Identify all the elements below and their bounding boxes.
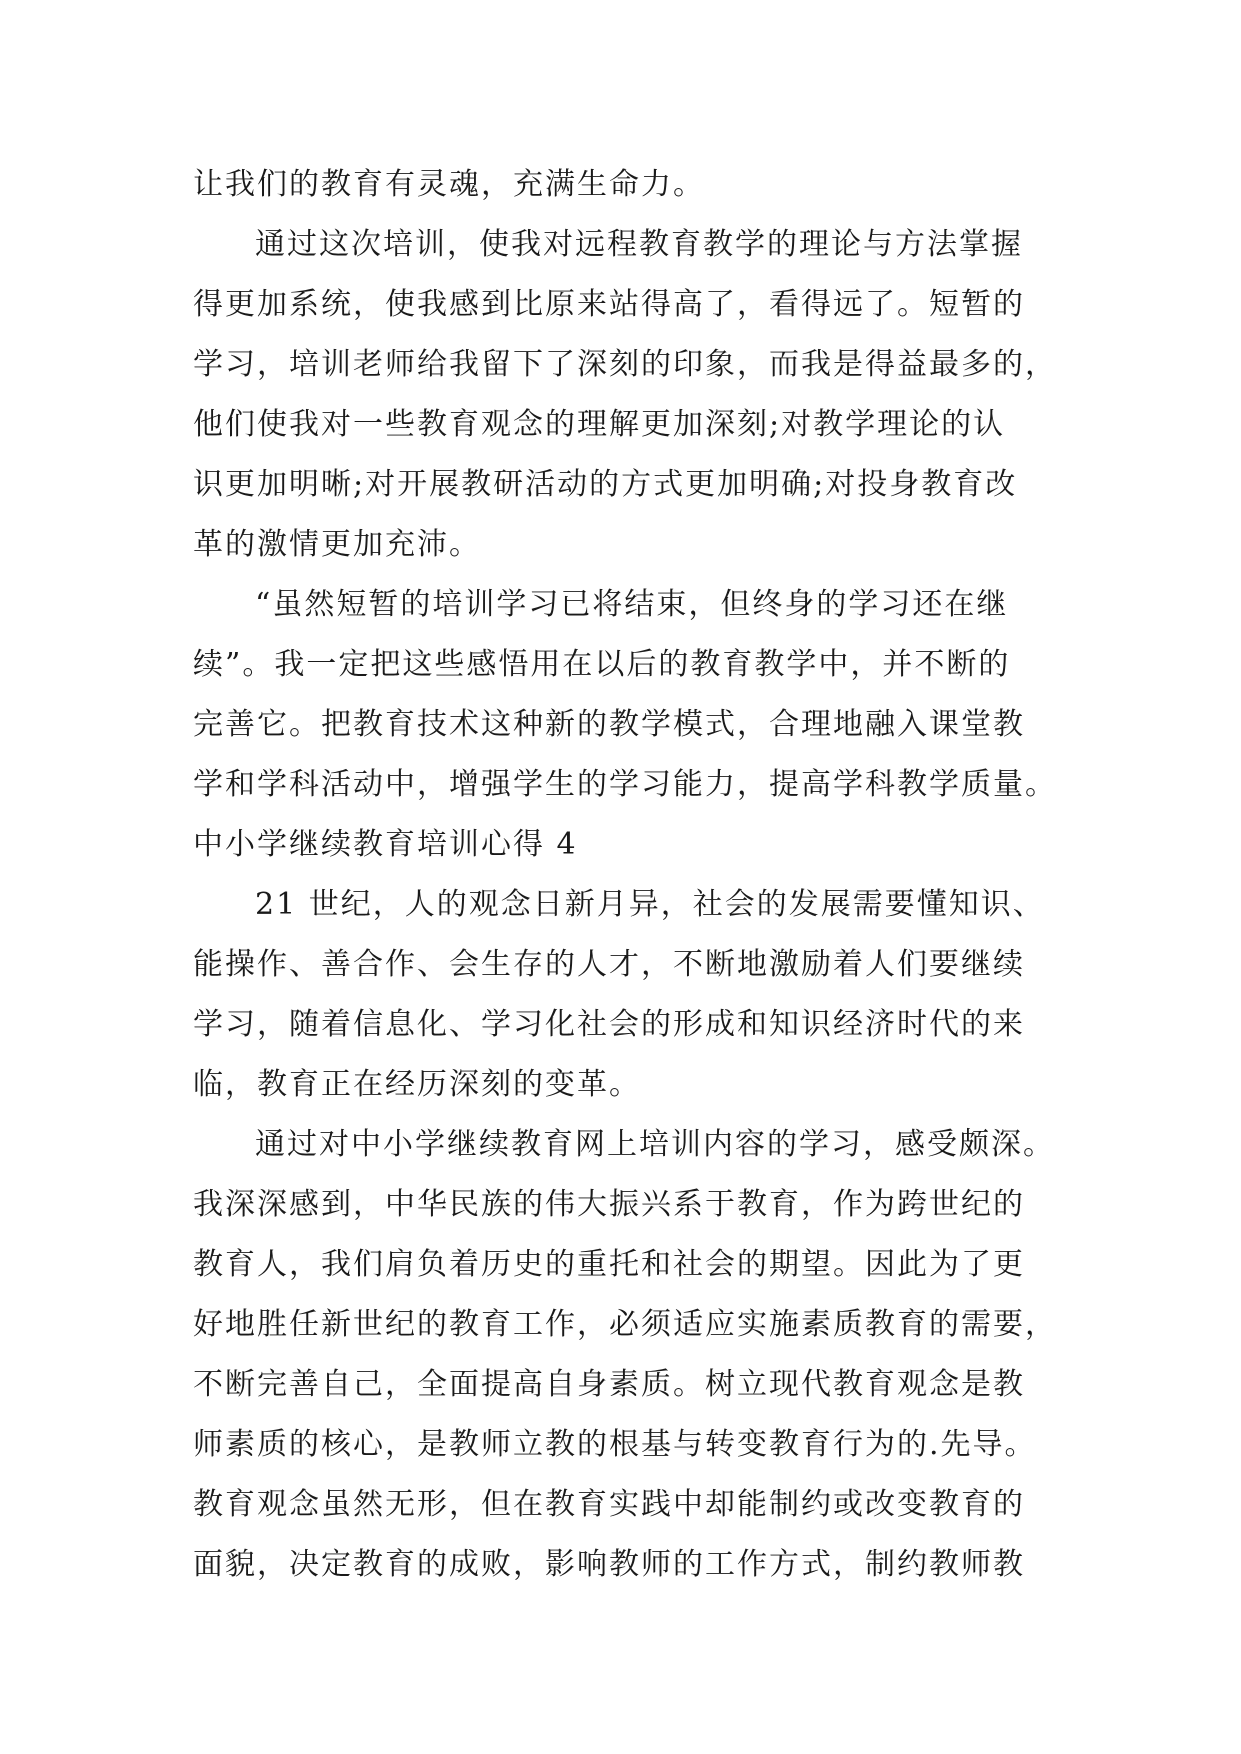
text-line: 师素质的核心，是教师立教的根基与转变教育行为的.先导。: [193, 1427, 1037, 1462]
document-body: [193, 155, 1057, 1595]
text-line: 他们使我对一些教育观念的理解更加深刻;对教学理论的认: [193, 407, 1006, 442]
paragraph-start-line: 通过这次培训，使我对远程教育教学的理论与方法掌握: [255, 227, 1023, 262]
text-line: 教育人，我们肩负着历史的重托和社会的期望。因此为了更: [193, 1247, 1025, 1282]
text-line: 面貌，决定教育的成败，影响教师的工作方式，制约教师教: [193, 1547, 1025, 1582]
paragraph-start-line: “虽然短暂的培训学习已将结束，但终身的学习还在继: [255, 587, 1009, 622]
text-line: 学习，随着信息化、学习化社会的形成和知识经济时代的来: [193, 1007, 1025, 1042]
text-line: 教育观念虽然无形，但在教育实践中却能制约或改变教育的: [193, 1487, 1025, 1522]
text-line: 好地胜任新世纪的教育工作，必须适应实施素质教育的需要，: [193, 1307, 1057, 1342]
paragraph-start-line: 21 世纪，人的观念日新月异，社会的发展需要懂知识、: [255, 887, 1045, 922]
paragraph-start-line: 通过对中小学继续教育网上培训内容的学习，感受颇深。: [255, 1127, 1055, 1162]
text-line: 识更加明晰;对开展教研活动的方式更加明确;对投身教育改: [193, 467, 1018, 502]
text-line: 完善它。把教育技术这种新的教学模式，合理地融入课堂教: [193, 707, 1025, 742]
section-heading: 中小学继续教育培训心得 4: [193, 827, 578, 862]
text-line: 让我们的教育有灵魂，充满生命力。: [193, 167, 705, 202]
text-line: 临，教育正在经历深刻的变革。: [193, 1067, 641, 1102]
text-line: 能操作、善合作、会生存的人才，不断地激励着人们要继续: [193, 947, 1025, 982]
text-line: 革的激情更加充沛。: [193, 527, 481, 562]
text-line: 我深深感到，中华民族的伟大振兴系于教育，作为跨世纪的: [193, 1187, 1025, 1222]
text-line: 续”。我一定把这些感悟用在以后的教育教学中，并不断的: [193, 647, 1011, 682]
text-line: 学和学科活动中，增强学生的学习能力，提高学科教学质量。: [193, 767, 1057, 802]
text-line: 学习，培训老师给我留下了深刻的印象，而我是得益最多的，: [193, 347, 1057, 382]
text-line: 不断完善自己，全面提高自身素质。树立现代教育观念是教: [193, 1367, 1025, 1402]
text-line: 得更加系统，使我感到比原来站得高了，看得远了。短暂的: [193, 287, 1025, 322]
